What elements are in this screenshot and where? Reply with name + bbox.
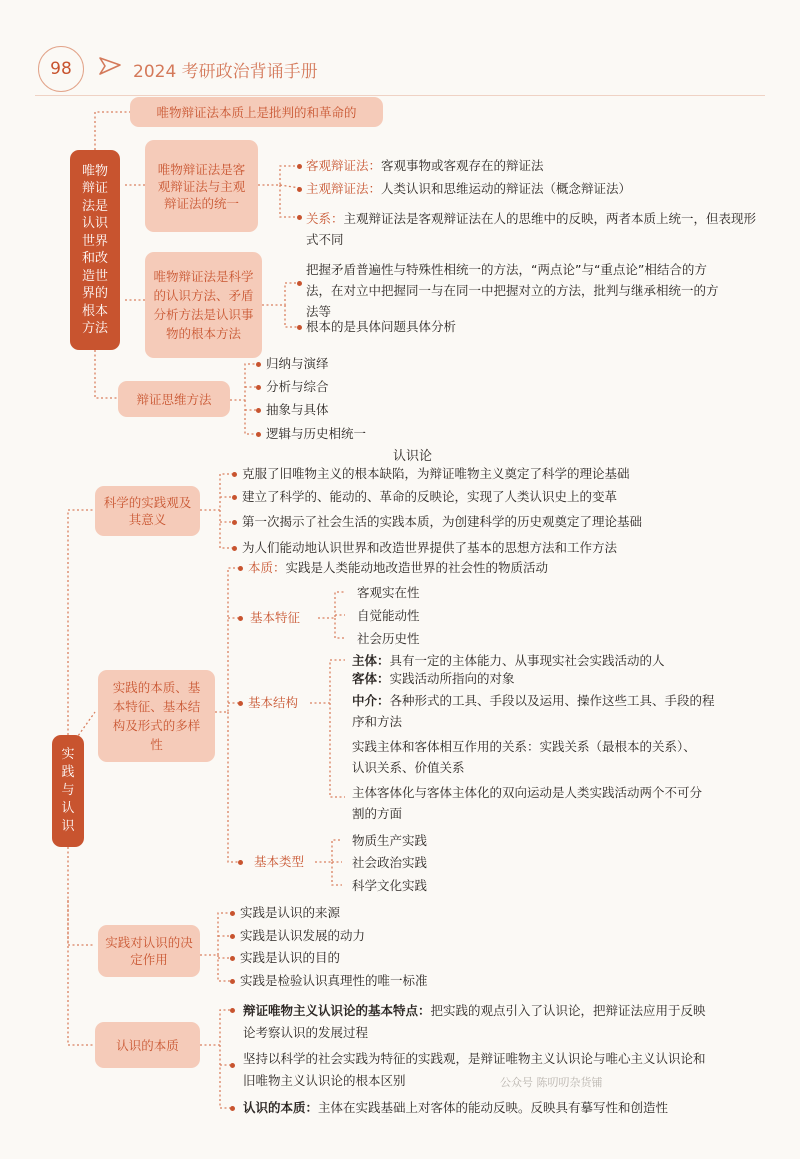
- b-feature: 自觉能动性: [357, 608, 420, 623]
- b-features-label: 基本特征: [250, 610, 301, 625]
- bullet-dot: [297, 325, 302, 330]
- b-feature: 社会历史性: [357, 631, 420, 646]
- paper-plane-icon: [98, 55, 122, 77]
- b-structure-subject: 主体：具有一定的主体能力、从事现实社会实践活动的人: [352, 653, 665, 668]
- d-item-fundamental-difference: 坚持以科学的社会实践为特征的实践观，是辩证唯物主义认识论与唯心主义认识论和旧唯物主义认识论的根本区别: [243, 1051, 706, 1088]
- bullet-dot: [232, 495, 237, 500]
- a-item: 建立了科学的、能动的、革命的反映论，实现了人类认识史上的变革: [242, 489, 618, 504]
- b-type: 科学文化实践: [352, 878, 428, 893]
- n2-item-relation: 关系：主观辩证法是客观辩证法在人的思维中的反映，两者本质上统一，但表现形式不同: [306, 211, 757, 247]
- bullet-dot: [230, 934, 235, 939]
- page-number: 98: [38, 46, 84, 92]
- node-dialectical-thinking: 辩证思维方法: [118, 381, 230, 417]
- b-structure-medium: 中介：各种形式的工具、手段以及运用、操作这些工具、手段的程序和方法: [352, 693, 715, 729]
- bullet-dot: [230, 1063, 235, 1068]
- bullet-dot: [238, 566, 243, 571]
- b-structure-bidirectional: 主体客体化与客体主体化的双向运动是人类实践活动两个不可分割的方面: [352, 785, 703, 821]
- c-item: 实践是认识的目的: [240, 950, 341, 965]
- n4-item: 逻辑与历史相统一: [266, 426, 367, 441]
- b-structure-label: 基本结构: [248, 695, 299, 710]
- a-item: 克服了旧唯物主义的根本缺陷，为辩证唯物主义奠定了科学的理论基础: [242, 466, 630, 481]
- bullet-dot: [256, 432, 261, 437]
- n3-item-methods: 把握矛盾普遍性与特殊性相统一的方法，“两点论”与“重点论”相结合的方法，在对立中把握同一与在同一中把握对立的方法，批判与继承相统一的方法等: [306, 262, 719, 319]
- bullet-dot: [297, 215, 302, 220]
- node-practice-essence: 实践的本质、基本特征、基本结构及形式的多样性: [98, 670, 215, 762]
- bullet-dot: [230, 956, 235, 961]
- bullet-dot: [232, 520, 237, 525]
- node-objective-subjective-unity: 唯物辩证法是客观辩证法与主观辩证法的统一: [145, 140, 258, 232]
- bullet-dot: [256, 408, 261, 413]
- b-types-label: 基本类型: [254, 854, 305, 869]
- bullet-dot: [232, 472, 237, 477]
- bullet-dot: [238, 616, 243, 621]
- bullet-dot: [297, 164, 302, 169]
- n4-item: 抽象与具体: [266, 402, 329, 417]
- b-feature: 客观实在性: [357, 585, 420, 600]
- c-item: 实践是检验认识真理性的唯一标准: [240, 973, 428, 988]
- bullet-dot: [256, 362, 261, 367]
- page-header-title: 2024 考研政治背诵手册: [133, 62, 318, 82]
- bullet-dot: [297, 187, 302, 192]
- b-type: 社会政治实践: [352, 855, 428, 870]
- b-essence: 本质：实践是人类能动地改造世界的社会性的物质活动: [248, 560, 549, 575]
- d-item-essence: 认识的本质：主体在实践基础上对客体的能动反映。反映具有摹写性和创造性: [243, 1100, 669, 1115]
- a-item: 为人们能动地认识世界和改造世界提供了基本的思想方法和工作方法: [242, 540, 618, 555]
- n3-item-concrete-analysis: 根本的是具体问题具体分析: [306, 319, 457, 334]
- b-structure-relation: 实践主体和客体相互作用的关系：实践关系（最根本的关系）、认识关系、价值关系: [352, 739, 696, 775]
- root-node-practice-cognition: 实践与认识: [52, 735, 84, 847]
- c-item: 实践是认识的来源: [240, 905, 341, 920]
- bullet-dot: [232, 546, 237, 551]
- section-title-epistemology: 认识论: [393, 449, 433, 464]
- bullet-dot: [230, 1106, 235, 1111]
- n2-item-subjective: 主观辩证法：人类认识和思维运动的辩证法（概念辩证法）: [306, 181, 632, 196]
- node-cognition-essence: 认识的本质: [95, 1022, 200, 1068]
- bullet-dot: [230, 911, 235, 916]
- bullet-dot: [238, 860, 243, 865]
- b-type: 物质生产实践: [352, 833, 428, 848]
- node-practice-view: 科学的实践观及其意义: [95, 486, 200, 536]
- n2-item-objective: 客观辩证法：客观事物或客观存在的辩证法: [306, 158, 544, 173]
- n4-item: 分析与综合: [266, 379, 329, 394]
- b-structure-object: 客体：实践活动所指向的对象: [352, 671, 515, 686]
- bullet-dot: [238, 701, 243, 706]
- watermark: 公众号 陈叨叨杂货铺: [500, 1076, 603, 1089]
- header-divider: [35, 95, 765, 96]
- node-scientific-method: 唯物辩证法是科学的认识方法、矛盾分析方法是认识事物的根本方法: [145, 252, 262, 358]
- d-item-basic-features: 辩证唯物主义认识论的基本特点：把实践的观点引入了认识论，把辩证法应用于反映论考察认识的发展过程: [243, 1003, 706, 1040]
- bullet-dot: [256, 385, 261, 390]
- bullet-dot: [297, 281, 302, 286]
- c-item: 实践是认识发展的动力: [240, 928, 366, 943]
- bullet-dot: [230, 1008, 235, 1013]
- n4-item: 归纳与演绎: [266, 356, 329, 371]
- node-critical-revolutionary: 唯物辩证法本质上是批判的和革命的: [130, 97, 383, 127]
- node-practice-determines: 实践对认识的决定作用: [98, 925, 200, 977]
- bullet-dot: [230, 979, 235, 984]
- a-item: 第一次揭示了社会生活的实践本质，为创建科学的历史观奠定了理论基础: [242, 514, 643, 529]
- root-node-dialectics-method: 唯物辩证法是认识世界和改造世界的根本方法: [70, 150, 120, 350]
